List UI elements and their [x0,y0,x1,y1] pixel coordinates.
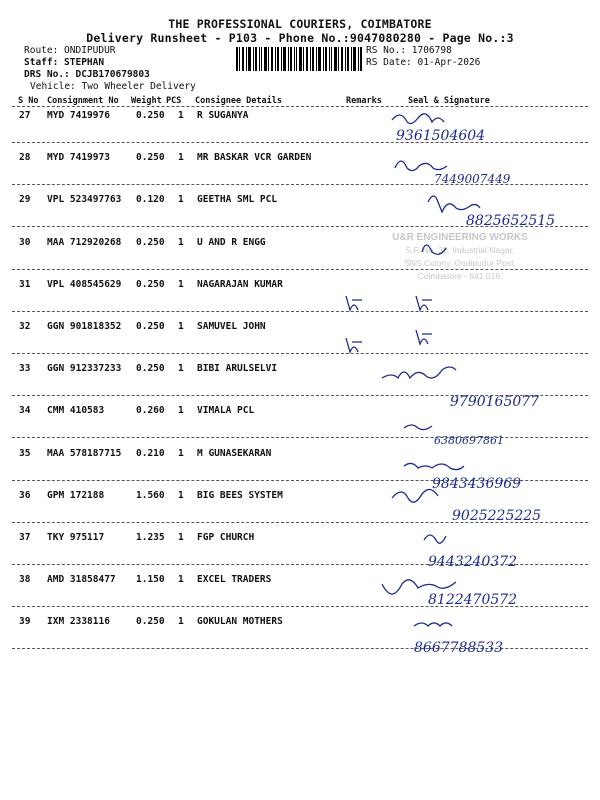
document-subtitle: Delivery Runsheet - P103 - Phone No.:9047080280 - Page No.:3 [86,31,514,45]
cell-wt: 0.250 [136,363,165,375]
cell-cno: MYD 7419976 [47,110,110,121]
cell-pcs: 1 [178,405,184,417]
cell-pcs: 1 [178,574,184,586]
cell-cno: VPL 523497763 [47,194,122,206]
cell-wt: 1.560 [136,489,165,501]
cell-pcs: 1 [178,194,184,206]
cell-pcs: 1 [178,363,184,375]
cell-pcs: 1 [178,489,184,501]
cell-pcs: 1 [178,447,184,459]
column-header-consignment: Consignment No [47,96,119,106]
cell-cno: GPM 172188 [47,489,105,501]
stamp-line: U&R ENGINEERING WORKS [392,232,528,243]
column-header-signature: Seal & Signature [408,96,490,106]
cell-sno: 39 [19,616,31,628]
cell-name: FGP CHURCH [197,532,255,543]
rs-date: RS Date: 01-Apr-2026 [366,57,481,68]
handwritten-phone: 8122470572 [428,592,518,608]
handwritten-phone: 9443240372 [428,554,518,570]
cell-cno: GGN 901818352 [47,321,122,332]
cell-cno: AMD 31858477 [47,574,116,586]
staff-label: Staff: STEPHAN [24,57,105,68]
cell-name: NAGARAJAN KUMAR [197,278,283,290]
cell-name: MR BASKAR VCR GARDEN [197,152,312,164]
cell-sno: 28 [19,152,31,164]
cell-name: GOKULAN MOTHERS [197,616,283,628]
handwritten-phone: 8825652515 [466,213,556,229]
cell-name: M GUNASEKARAN [197,447,272,459]
handwritten-phone: 9790165077 [450,394,540,410]
cell-cno: CMM 410583 [47,405,105,417]
cell-name: VIMALA PCL [197,405,255,417]
column-header-consignee: Consignee Details [195,96,282,106]
cell-name: BIBI ARULSELVI [197,363,278,375]
column-header-remarks: Remarks [346,96,382,106]
cell-wt: 0.250 [136,152,165,164]
cell-sno: 36 [19,489,31,501]
cell-name: BIG BEES SYSTEM [197,489,283,501]
stamp-line: Coimbatore - 641 016. [417,271,503,281]
handwritten-phone: 9025225225 [452,508,542,524]
cell-pcs: 1 [178,236,184,248]
column-header-weight: Weight [131,96,162,106]
cell-wt: 1.235 [136,532,165,543]
cell-sno: 34 [19,405,31,417]
cell-sno: 30 [19,236,31,248]
cell-sno: 38 [19,574,31,586]
cell-wt: 0.250 [136,110,165,121]
cell-wt: 0.250 [136,278,165,290]
cell-cno: IXM 2338116 [47,616,110,628]
cell-sno: 29 [19,194,31,206]
cell-name: SAMUVEL JOHN [197,321,266,332]
cell-pcs: 1 [178,278,184,290]
stamp-line: SNS Colony, Ondipudur Post, [404,258,516,268]
cell-name: U AND R ENGG [197,236,266,248]
cell-wt: 0.250 [136,236,165,248]
cell-pcs: 1 [178,616,184,628]
cell-sno: 27 [19,110,31,121]
cell-wt: 0.250 [136,321,165,332]
cell-pcs: 1 [178,321,184,332]
cell-name: EXCEL TRADERS [197,574,272,586]
cell-pcs: 1 [178,532,184,543]
route-label: Route: ONDIPUDUR [24,45,116,56]
cell-pcs: 1 [178,110,184,121]
drs-label: DRS No.: DCJB170679803 [24,69,150,80]
cell-wt: 0.260 [136,405,165,417]
cell-cno: MAA 578187715 [47,447,122,459]
cell-cno: VPL 408545629 [47,278,122,290]
column-header-sno: S No [18,96,39,106]
cell-sno: 37 [19,532,31,543]
document-title: THE PROFESSIONAL COURIERS, COIMBATORE [168,17,432,31]
cell-name: GEETHA SML PCL [197,194,278,206]
handwritten-phone: 7449007449 [434,172,511,186]
cell-cno: MAA 712920268 [47,236,122,248]
cell-wt: 0.210 [136,447,165,459]
handwritten-phone: 8667788533 [414,640,504,656]
cell-cno: MYD 7419973 [47,152,110,164]
rs-number: RS No.: 1706798 [366,45,452,56]
column-header-pcs: PCS [166,96,182,106]
cell-wt: 0.120 [136,194,165,206]
cell-cno: GGN 912337233 [47,363,122,375]
cell-sno: 33 [19,363,31,375]
stamp-line: S.F. No. 38, Industrial Nagar, [405,245,515,255]
cell-name: R SUGANYA [197,110,249,121]
cell-wt: 1.150 [136,574,165,586]
vehicle-label: Vehicle: Two Wheeler Delivery [30,81,196,92]
handwritten-phone: 9361504604 [396,128,486,144]
cell-sno: 31 [19,278,31,290]
cell-sno: 35 [19,447,31,459]
handwritten-phone: 6380697861 [434,434,504,447]
cell-sno: 32 [19,321,31,332]
cell-wt: 0.250 [136,616,165,628]
cell-cno: TKY 975117 [47,532,105,543]
handwritten-phone: 9843436969 [432,476,522,492]
cell-pcs: 1 [178,152,184,164]
